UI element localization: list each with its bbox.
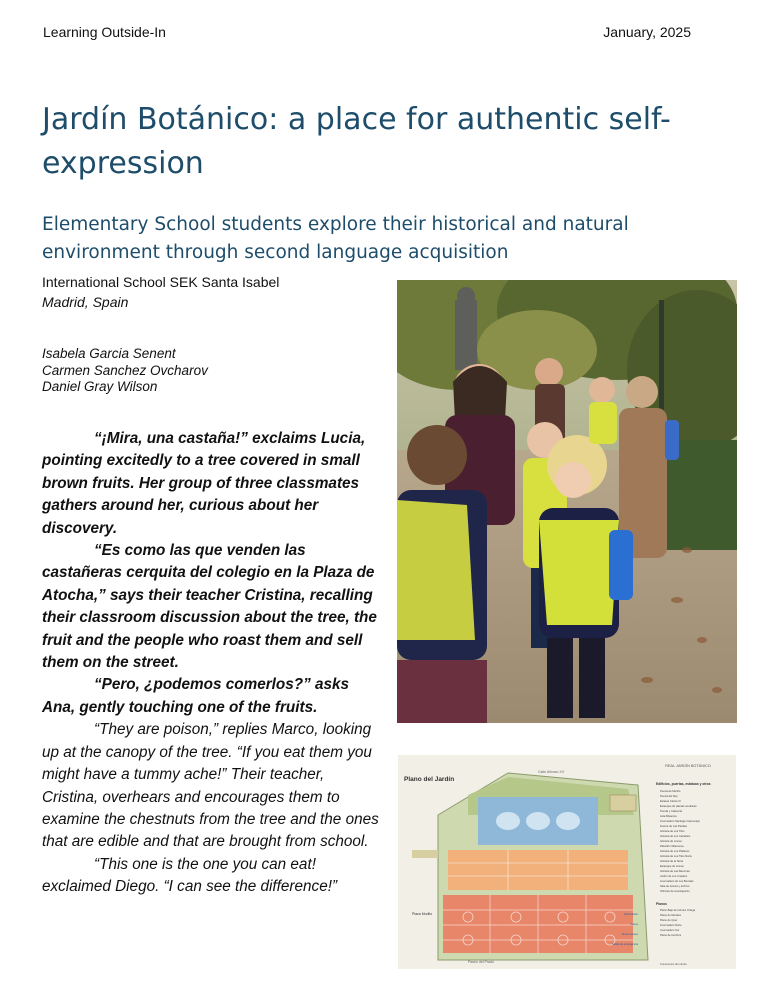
paragraph: “¡Mira, una castaña!” exclaims Lucia, pointing excitedly to a tree covered in small brown fruits. Her group of three classmates gathers around her, curious about her discovery. xyxy=(42,430,366,537)
garden-photo-illustration xyxy=(397,280,737,723)
paragraph: “This one is the one you can eat! exclaimed Diego. “I can see the difference!” xyxy=(42,855,338,896)
author: Carmen Sanchez Ovcharov xyxy=(42,362,208,378)
legend2-item: Invernadero Sur xyxy=(660,929,680,932)
garden-map xyxy=(398,755,736,969)
legend-item: Estatua Carlos III xyxy=(660,800,681,803)
legend-item: Puerta del Rey xyxy=(660,795,678,798)
legend-item: Tienda y Cafetería xyxy=(660,810,683,813)
service-label: Información xyxy=(623,913,638,916)
legend2-item: Plano de Morales xyxy=(660,914,681,917)
map-legend2-header: Planos xyxy=(656,902,667,906)
legend-item: Glorieta de Linneo xyxy=(660,840,682,843)
legend-item: Estanque de plantas acuáticas xyxy=(660,805,697,808)
map-footer: Conexiones de interés xyxy=(660,963,687,966)
article-body xyxy=(42,428,382,899)
map-legend-header: Edificios, puertas, estatuas y otros xyxy=(656,782,711,786)
map-street-top: Calle Alfonso XII xyxy=(538,770,564,774)
legend-item: Estanque de Linneo xyxy=(660,865,684,868)
map-logo: REAL JARDÍN BOTÁNICO xyxy=(665,764,711,768)
legend-item: Aula Bótanica xyxy=(660,815,677,818)
header-publication: Learning Outside-In xyxy=(43,24,166,40)
map-title: Plano del Jardín xyxy=(404,776,455,783)
legend-item: Glorieta de la Noria xyxy=(660,860,684,863)
map-gate: Plaza Murillo xyxy=(412,912,433,916)
service-label: Salida de emergencia xyxy=(612,943,638,946)
garden-map-illustration xyxy=(398,755,736,969)
legend-item: Glorieta de Los Tilos xyxy=(660,830,685,833)
garden-photo xyxy=(397,280,737,723)
paragraph: “Es como las que venden las castañeras cerquita del colegio en la Plaza de Atocha,” says their teacher Cristina, recalling their classroom discussion about the tree, the fruit and the people who roast them and sell them on the street. xyxy=(42,542,377,672)
legend-item: Sala de lectura y archivo xyxy=(660,885,690,888)
legend-item: Glorieta de Los Plátanos xyxy=(660,850,690,853)
legend2-item: Plano de los Ríos xyxy=(660,934,682,937)
school-name: International School SEK Santa Isabel xyxy=(42,274,280,290)
paragraph: “Pero, ¿podemos comerlos?” asks Ana, gently touching one of the fruits. xyxy=(42,676,350,716)
article-title: Jardín Botánico: a place for authentic self-expression xyxy=(42,102,671,181)
legend-item: Invernadero de Los Bonsáis xyxy=(660,880,694,883)
paragraph: “They are poison,” replies Marco, looking up at the canopy of the tree. “If you eat them you might have a tummy ache!” Their teacher, Cristina, overhears and encourages them to examine the chestnuts from the tree and the ones that are edible and that are brought from school. xyxy=(42,721,379,851)
legend2-item: Plano de Quer xyxy=(660,919,678,922)
header-date: January, 2025 xyxy=(603,24,691,40)
legend-item: Glorieta de Los Tilos Norte xyxy=(660,855,692,858)
legend2-item: Invernadero Norte xyxy=(660,924,682,927)
service-label: Punto acceso xyxy=(621,933,638,936)
legend-item: Pabellón Villanueva xyxy=(660,845,684,848)
legend-item: Jardín de Los Cuadros xyxy=(660,875,688,878)
author-list xyxy=(42,346,208,396)
map-street-bottom: Paseo del Prado xyxy=(468,960,494,964)
legend-item: Glorieta de Los Castaños xyxy=(660,835,691,838)
school-location: Madrid, Spain xyxy=(42,294,129,310)
legend-item: Glorieta de Las Becerras xyxy=(660,870,690,873)
author: Isabela Garcia Senent xyxy=(42,346,176,361)
legend-item: Fuente de Las Plantas xyxy=(660,825,687,828)
service-label: Aseos xyxy=(630,923,638,926)
legend-item: Invernadero Santiago Castroviejo xyxy=(660,820,700,823)
legend2-item: Plano Bajo de Gómez Ortega xyxy=(660,909,696,912)
article-subtitle: Elementary School students explore their historical and natural environment through second language acquisition xyxy=(42,214,629,263)
legend-item: Puerta de Murillo xyxy=(660,790,681,793)
legend-item: Oficinas de investigación xyxy=(660,890,690,893)
author: Daniel Gray Wilson xyxy=(42,379,158,394)
